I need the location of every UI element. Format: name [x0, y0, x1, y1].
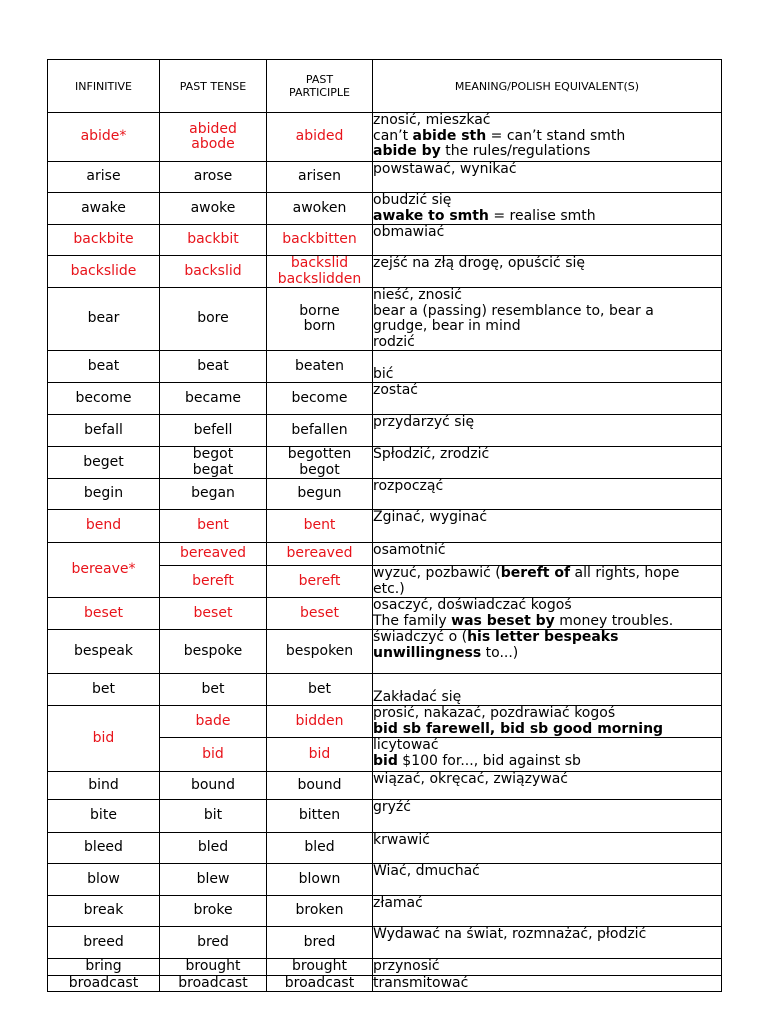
past-participle-form: bespoken [285, 642, 354, 659]
meaning-line [373, 479, 721, 495]
past-participle-form: begotten [287, 446, 352, 462]
meaning-cell [373, 193, 722, 225]
past-tense-form: awoke [190, 199, 236, 216]
past-tense-form: bound [190, 776, 236, 793]
infinitive-cell: bleed [48, 833, 160, 864]
meaning-text: money troubles. [554, 612, 674, 629]
past-tense-cell [160, 447, 267, 479]
past-tense-form: broke [193, 902, 233, 919]
meaning-text: = can’t stand smth [486, 127, 626, 144]
table-row [48, 896, 722, 927]
past-tense-form: bereft [192, 572, 234, 589]
past-tense-cell [160, 800, 267, 833]
meaning-cell [373, 800, 722, 833]
infinitive-cell: awake [48, 193, 160, 225]
table-row [48, 927, 722, 959]
meaning-bold-phrase: unwillingness [373, 644, 482, 661]
infinitive-cell: bend [48, 510, 160, 543]
meaning-cell [373, 927, 722, 959]
past-tense-form: bled [197, 839, 229, 856]
table-row [48, 630, 722, 674]
meaning-line [373, 415, 721, 431]
meaning-line [373, 896, 721, 912]
past-tense-cell [160, 543, 267, 566]
past-tense-form: bred [197, 933, 229, 950]
meaning-text: złamać [373, 895, 423, 911]
meaning-bold-phrase: was beset by [451, 612, 555, 629]
past-tense-form: bent [197, 517, 229, 534]
past-participle-cell [267, 415, 373, 447]
past-participle-cell [267, 383, 373, 415]
meaning-cell [373, 674, 722, 706]
past-tense-form: bade [195, 712, 231, 729]
meaning-text: znosić, mieszkać [373, 112, 491, 128]
infinitive-cell: backbite [48, 225, 160, 256]
table-row [48, 447, 722, 479]
meaning-line [373, 319, 721, 335]
past-tense-cell [160, 927, 267, 959]
past-tense-cell [160, 113, 267, 162]
past-participle-cell [267, 351, 373, 383]
past-tense-form: begat [192, 461, 234, 478]
meaning-cell [373, 896, 722, 927]
meaning-text: osamotnić [373, 542, 446, 558]
meaning-cell [373, 543, 722, 566]
table-row [48, 706, 722, 738]
meaning-line [373, 690, 721, 706]
infinitive-cell: break [48, 896, 160, 927]
past-participle-form: befallen [291, 421, 348, 438]
table-row [48, 225, 722, 256]
past-tense-form: backbit [187, 231, 239, 248]
past-participle-cell [267, 288, 373, 351]
past-participle-form: bitten [298, 807, 341, 824]
meaning-text: prosić, nakazać, pozdrawiać kogoś [373, 705, 616, 721]
past-participle-cell [267, 598, 373, 630]
infinitive-cell: bid [48, 706, 160, 772]
past-participle-form: beset [300, 604, 339, 621]
header-infinitive: INFINITIVE [48, 60, 160, 113]
meaning-line [373, 976, 721, 992]
past-participle-form: arisen [297, 168, 341, 185]
meaning-line [373, 383, 721, 399]
table-row [48, 674, 722, 706]
past-participle-form: borne [299, 302, 340, 319]
meaning-line [373, 256, 721, 272]
header-past-participle-line1: PAST [305, 73, 334, 86]
past-participle-form: abided [295, 128, 344, 145]
past-participle-form: begun [297, 485, 342, 502]
infinitive-cell: bear [48, 288, 160, 351]
infinitive-cell: bind [48, 772, 160, 800]
meaning-line [373, 833, 721, 849]
past-participle-cell [267, 833, 373, 864]
irregular-verbs-table [47, 59, 722, 992]
past-tense-cell [160, 833, 267, 864]
past-participle-form: awoken [292, 199, 347, 216]
past-participle-form: brought [291, 958, 348, 974]
table-row [48, 383, 722, 415]
meaning-text: Zginać, wyginać [373, 509, 488, 525]
past-tense-form: bet [201, 680, 225, 697]
meaning-line [373, 614, 721, 630]
past-tense-cell [160, 674, 267, 706]
past-tense-cell [160, 975, 267, 992]
past-participle-form: bred [303, 933, 336, 950]
meaning-cell [373, 256, 722, 288]
meaning-line [373, 800, 721, 816]
meaning-cell [373, 415, 722, 447]
table-row [48, 479, 722, 510]
header-past-participle [267, 60, 373, 113]
past-tense-cell [160, 566, 267, 598]
meaning-line [373, 144, 721, 160]
past-participle-cell [267, 479, 373, 510]
table-row [48, 772, 722, 800]
past-tense-form: beset [193, 604, 233, 621]
past-tense-form: bit [203, 807, 223, 824]
infinitive-cell: bereave* [48, 543, 160, 598]
past-participle-cell [267, 510, 373, 543]
past-tense-cell [160, 415, 267, 447]
past-tense-cell [160, 225, 267, 256]
table-row [48, 162, 722, 193]
meaning-text: rodzić [373, 333, 415, 350]
infinitive-cell: bring [48, 959, 160, 976]
meaning-line [373, 582, 721, 598]
meaning-bold-phrase: bid [373, 752, 398, 769]
past-tense-form: blew [196, 870, 230, 887]
past-participle-cell [267, 566, 373, 598]
meaning-text: The family [373, 612, 452, 629]
meaning-text: przynosić [373, 958, 440, 974]
past-participle-form: broken [295, 902, 344, 919]
meaning-line [373, 351, 721, 367]
past-tense-cell [160, 510, 267, 543]
past-tense-form: bespoke [183, 642, 243, 659]
infinitive-cell: become [48, 383, 160, 415]
meaning-cell [373, 447, 722, 479]
meaning-text: = realise smth [488, 207, 596, 224]
past-tense-form: beat [197, 357, 229, 374]
meaning-line [373, 304, 721, 320]
meaning-line [373, 225, 721, 241]
infinitive-cell: beget [48, 447, 160, 479]
header-past-tense: PAST TENSE [160, 60, 267, 113]
past-participle-form: bid [308, 745, 331, 762]
header-row [48, 60, 722, 113]
meaning-line [373, 566, 721, 582]
past-participle-form: bound [297, 776, 342, 793]
past-tense-cell [160, 959, 267, 976]
past-tense-cell [160, 479, 267, 510]
table-row [48, 975, 722, 992]
meaning-text: $100 for..., bid against sb [397, 752, 581, 769]
meaning-line [373, 447, 721, 463]
meaning-text: grudge, bear in mind [373, 318, 521, 334]
meaning-line [373, 706, 721, 722]
meaning-text: przydarzyć się [373, 414, 475, 430]
past-tense-form: begot [192, 446, 234, 462]
past-participle-cell [267, 674, 373, 706]
meaning-text: wyzuć, pozbawić ( [373, 565, 501, 581]
header-past-participle-line2: PARTICIPLE [289, 86, 350, 99]
meaning-text: gryźć [373, 799, 411, 815]
table-row [48, 800, 722, 833]
past-participle-form: backbitten [282, 231, 357, 248]
infinitive-cell: backslide [48, 256, 160, 288]
table-row [48, 256, 722, 288]
meaning-cell [373, 162, 722, 193]
meaning-cell [373, 566, 722, 598]
meaning-cell [373, 630, 722, 674]
table-row [48, 543, 722, 566]
past-participle-form: broadcast [284, 974, 355, 991]
header-meaning: MEANING/POLISH EQUIVALENT(S) [373, 60, 722, 113]
meaning-bold-phrase: bid sb farewell, bid sb good morning [373, 720, 664, 737]
past-tense-cell [160, 193, 267, 225]
meaning-cell [373, 510, 722, 543]
infinitive-cell: beat [48, 351, 160, 383]
past-tense-cell [160, 288, 267, 351]
infinitive-cell: blow [48, 864, 160, 896]
past-participle-form: blown [298, 870, 341, 887]
meaning-bold-phrase: awake to smth [373, 207, 489, 224]
meaning-cell [373, 833, 722, 864]
past-participle-cell [267, 959, 373, 976]
meaning-line [373, 959, 721, 975]
meaning-text: can’t [373, 127, 413, 144]
table-row [48, 510, 722, 543]
meaning-text: krwawić [373, 832, 430, 848]
past-participle-form: bereaved [286, 545, 353, 562]
meaning-line [373, 113, 721, 129]
meaning-line [373, 129, 721, 145]
past-participle-cell [267, 896, 373, 927]
infinitive-cell: breed [48, 927, 160, 959]
past-participle-form: bent [303, 517, 336, 534]
infinitive-cell: begin [48, 479, 160, 510]
table-row [48, 415, 722, 447]
past-participle-form: bled [304, 839, 335, 856]
past-participle-form: backslidden [277, 270, 362, 287]
table-row [48, 833, 722, 864]
past-tense-cell [160, 896, 267, 927]
past-tense-form: broadcast [178, 974, 248, 991]
past-tense-cell [160, 598, 267, 630]
meaning-line [373, 722, 721, 738]
past-participle-form: bereft [298, 572, 341, 589]
meaning-cell [373, 598, 722, 630]
past-tense-form: became [184, 389, 242, 406]
past-tense-form: abode [191, 136, 235, 152]
past-tense-cell [160, 256, 267, 288]
past-participle-cell [267, 927, 373, 959]
meaning-text: bić [373, 365, 394, 382]
past-participle-cell [267, 706, 373, 738]
past-participle-cell [267, 113, 373, 162]
meaning-line [373, 772, 721, 788]
past-participle-cell [267, 256, 373, 288]
meaning-bold-phrase: abide by [373, 143, 441, 159]
meaning-cell [373, 351, 722, 383]
meaning-cell [373, 288, 722, 351]
meaning-text: Wydawać na świat, rozmnażać, płodzić [373, 926, 647, 942]
meaning-line [373, 646, 721, 662]
past-participle-form: beaten [294, 357, 345, 374]
past-tense-cell [160, 383, 267, 415]
meaning-bold-phrase: bereft of [500, 565, 571, 581]
meaning-cell [373, 706, 722, 738]
meaning-cell [373, 864, 722, 896]
meaning-text: osaczyć, doświadczać kogoś [373, 597, 572, 613]
past-tense-cell [160, 706, 267, 738]
meaning-cell [373, 959, 722, 976]
meaning-text: Wiać, dmuchać [373, 863, 480, 879]
meaning-text: etc.) [373, 580, 405, 597]
meaning-text: powstawać, wynikać [373, 161, 517, 177]
table-row [48, 959, 722, 976]
meaning-line [373, 598, 721, 614]
past-tense-cell [160, 772, 267, 800]
past-participle-cell [267, 800, 373, 833]
past-participle-cell [267, 543, 373, 566]
past-tense-form: arose [193, 168, 233, 185]
meaning-line [373, 927, 721, 943]
table-row [48, 351, 722, 383]
meaning-line [373, 543, 721, 559]
meaning-line [373, 193, 721, 209]
past-participle-form: bet [308, 680, 331, 697]
table-row [48, 113, 722, 162]
meaning-line [373, 162, 721, 178]
infinitive-cell: broadcast [48, 975, 160, 992]
past-tense-cell [160, 738, 267, 772]
past-participle-form: become [291, 389, 348, 406]
meaning-text: rozpocząć [373, 478, 444, 494]
meaning-bold-phrase: his letter bespeaks [467, 629, 619, 645]
infinitive-cell: bet [48, 674, 160, 706]
meaning-text: nieść, znosić [373, 287, 462, 303]
meaning-bold-phrase: abide sth [412, 127, 487, 144]
past-participle-form: begot [299, 461, 340, 478]
meaning-text: all rights, hope [570, 565, 680, 581]
past-tense-form: bore [197, 310, 229, 327]
past-participle-cell [267, 738, 373, 772]
meaning-line [373, 630, 721, 646]
past-tense-cell [160, 630, 267, 674]
past-tense-form: abided [189, 120, 237, 137]
meaning-text: bear a (passing) resemblance to, bear a [373, 302, 654, 319]
meaning-line [373, 367, 721, 383]
meaning-text: świadczyć o ( [373, 629, 468, 645]
meaning-cell [373, 738, 722, 772]
meaning-cell [373, 975, 722, 992]
infinitive-cell: befall [48, 415, 160, 447]
meaning-text: wiązać, okręcać, związywać [373, 771, 568, 787]
past-tense-form: bid [202, 745, 224, 762]
past-tense-form: began [191, 485, 235, 502]
past-tense-cell [160, 864, 267, 896]
meaning-text: zejść na złą drogę, opuścić się [373, 255, 586, 271]
meaning-line [373, 510, 721, 526]
past-tense-cell [160, 162, 267, 193]
meaning-cell [373, 772, 722, 800]
past-tense-form: bereaved [180, 545, 246, 562]
meaning-text: zostać [373, 382, 418, 398]
meaning-text: obudzić się [373, 192, 452, 208]
table-row [48, 288, 722, 351]
table-row [48, 864, 722, 896]
infinitive-cell: abide* [48, 113, 160, 162]
past-tense-form: befell [193, 421, 233, 438]
meaning-text: Spłodzić, zrodzić [373, 446, 490, 462]
meaning-text: licytować [373, 737, 439, 753]
meaning-line [373, 288, 721, 304]
past-participle-form: bidden [295, 712, 344, 729]
meaning-line [373, 738, 721, 754]
past-tense-form: brought [185, 958, 241, 974]
table-row [48, 193, 722, 225]
meaning-text: obmawiać [373, 224, 445, 240]
meaning-text: to...) [481, 644, 519, 661]
meaning-line [373, 209, 721, 225]
meaning-cell [373, 113, 722, 162]
meaning-text: transmitować [373, 974, 469, 991]
past-participle-cell [267, 162, 373, 193]
meaning-text: the rules/regulations [440, 143, 591, 159]
past-participle-cell [267, 447, 373, 479]
infinitive-cell: bespeak [48, 630, 160, 674]
infinitive-cell: bite [48, 800, 160, 833]
meaning-cell [373, 225, 722, 256]
past-participle-cell [267, 772, 373, 800]
infinitive-cell: beset [48, 598, 160, 630]
past-tense-cell [160, 351, 267, 383]
past-participle-cell [267, 975, 373, 992]
past-participle-cell [267, 630, 373, 674]
meaning-line [373, 754, 721, 770]
infinitive-cell: arise [48, 162, 160, 193]
meaning-line [373, 674, 721, 690]
past-participle-form: born [303, 318, 336, 334]
meaning-line [373, 864, 721, 880]
past-participle-cell [267, 193, 373, 225]
meaning-cell [373, 383, 722, 415]
past-participle-cell [267, 864, 373, 896]
meaning-text: Zakładać się [373, 688, 462, 705]
table-row [48, 598, 722, 630]
meaning-line [373, 335, 721, 351]
past-participle-form: backslid [290, 255, 349, 271]
meaning-cell [373, 479, 722, 510]
past-participle-cell [267, 225, 373, 256]
past-tense-form: backslid [184, 262, 242, 279]
